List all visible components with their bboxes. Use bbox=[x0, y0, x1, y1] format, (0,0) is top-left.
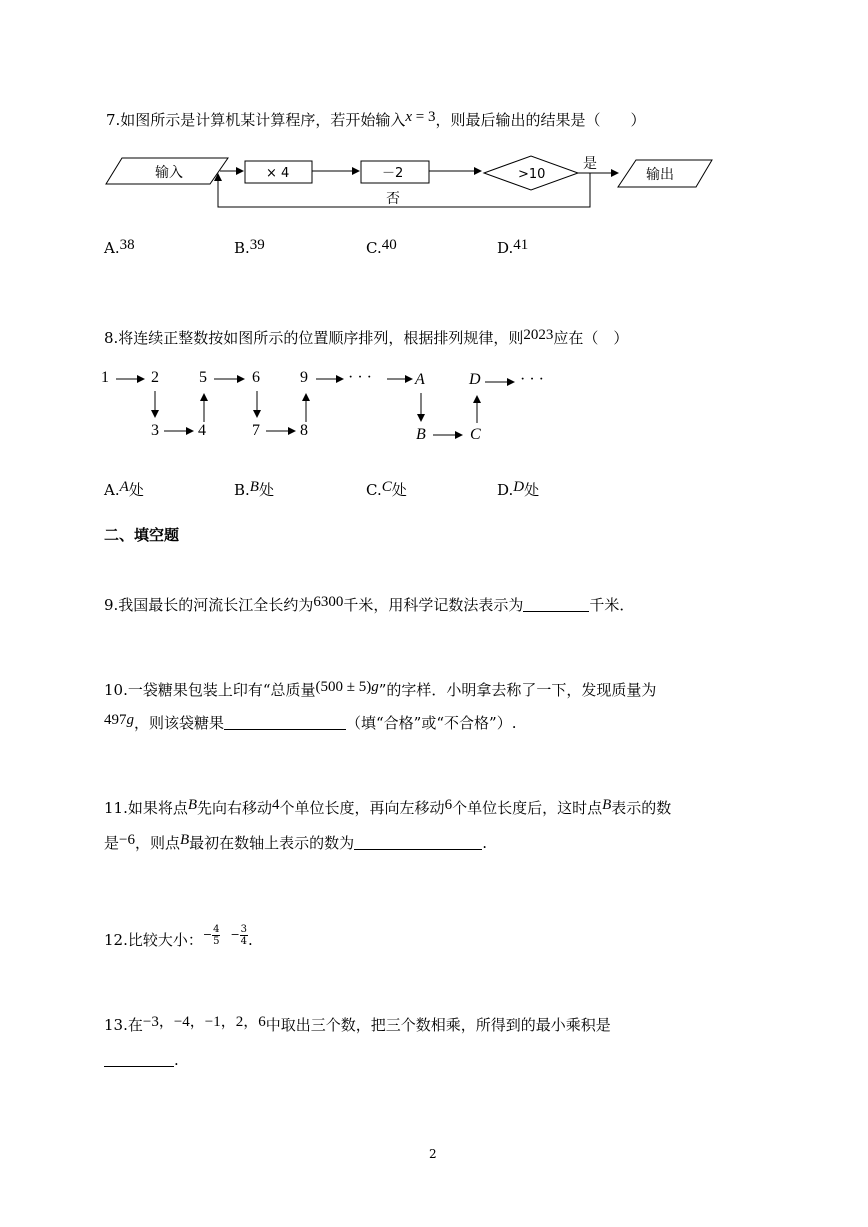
seq-9: 9 bbox=[300, 369, 308, 386]
flow-subtract-label: －2 bbox=[382, 166, 404, 181]
seq-8: 8 bbox=[300, 422, 308, 439]
q9-answer-blank[interactable] bbox=[523, 596, 589, 612]
flow-input-label: 输入 bbox=[155, 165, 183, 181]
q7-option-c[interactable]: C.40 bbox=[366, 237, 397, 257]
q7-option-b[interactable]: B.39 bbox=[234, 237, 265, 257]
q13-answer-blank[interactable] bbox=[104, 1051, 174, 1067]
flow-no-label: 否 bbox=[386, 191, 400, 207]
flow-yes-label: 是 bbox=[583, 156, 597, 172]
q11-answer-blank[interactable] bbox=[354, 834, 482, 850]
q8-option-a[interactable]: A.A处 bbox=[104, 479, 144, 499]
q12-fraction-1: $\frac{4}{5}$ bbox=[213, 923, 220, 947]
q8-option-b[interactable]: B.B处 bbox=[234, 479, 274, 499]
seq-5: 5 bbox=[199, 369, 207, 386]
q8-stem: 8.将连续正整数按如图所示的位置顺序排列，根据排列规律，则2023应在（ ） bbox=[104, 327, 629, 347]
q9-stem: 9.我国最长的河流长江全长约为6300千米，用科学记数法表示为 千米． bbox=[104, 594, 635, 614]
q13-line2: . bbox=[104, 1050, 179, 1070]
section-heading: 二、填空题 bbox=[104, 526, 180, 544]
q8-option-c[interactable]: C.C处 bbox=[366, 479, 407, 499]
seq-4: 4 bbox=[198, 422, 206, 439]
seq-a: A bbox=[415, 371, 425, 388]
seq-b: B bbox=[416, 426, 426, 443]
q10-answer-blank[interactable] bbox=[224, 714, 346, 730]
q12-fraction-2: $\frac{3}{4}$ bbox=[240, 923, 248, 947]
q10-line2: 497g，则该袋糖果 （填“合格”或“不合格”）. bbox=[104, 712, 517, 732]
flow-output-label: 输出 bbox=[646, 167, 674, 183]
q11-line1: 11.如果将点B先向右移动4个单位长度，再向左移动6个单位长度后，这时点B表示的数 bbox=[104, 797, 672, 817]
seq-dots: · · · bbox=[348, 369, 372, 386]
q12-stem: 12.比较大小：− $\frac{4}{5}$ − $\frac{3}{4}$ . bbox=[104, 923, 253, 949]
seq-c: C bbox=[470, 426, 481, 443]
seq-d: D bbox=[469, 371, 481, 388]
seq-dots-end: · · · bbox=[520, 371, 544, 388]
q8-sequence-diagram bbox=[100, 365, 560, 450]
seq-7: 7 bbox=[252, 422, 260, 439]
page-number: 2 bbox=[429, 1147, 437, 1161]
seq-1: 1 bbox=[101, 369, 109, 386]
q7-stem: 7.如图所示是计算机某计算程序，若开始输入x = 3，则最后输出的结果是（ ） bbox=[106, 109, 646, 129]
seq-3: 3 bbox=[151, 422, 159, 439]
seq-6: 6 bbox=[252, 369, 260, 386]
q8-option-d[interactable]: D.D处 bbox=[497, 479, 540, 499]
flow-condition-label: >10 bbox=[518, 167, 546, 182]
q7-option-a[interactable]: A.38 bbox=[104, 237, 135, 257]
q10-line1: 10.一袋糖果包装上印有“总质量(500 ± 5)g”的字样．小明拿去称了一下，发现质量为 bbox=[104, 679, 657, 699]
q13-line1: 13.在−3，−4，−1，2，6中取出三个数，把三个数相乘，所得到的最小乘积是 bbox=[104, 1014, 611, 1034]
q11-line2: 是−6，则点B最初在数轴上表示的数为 . bbox=[104, 832, 487, 852]
seq-2: 2 bbox=[151, 369, 159, 386]
q7-flowchart bbox=[100, 150, 720, 215]
q7-option-d[interactable]: D.41 bbox=[497, 237, 529, 257]
flow-multiply-label: × 4 bbox=[266, 166, 290, 181]
